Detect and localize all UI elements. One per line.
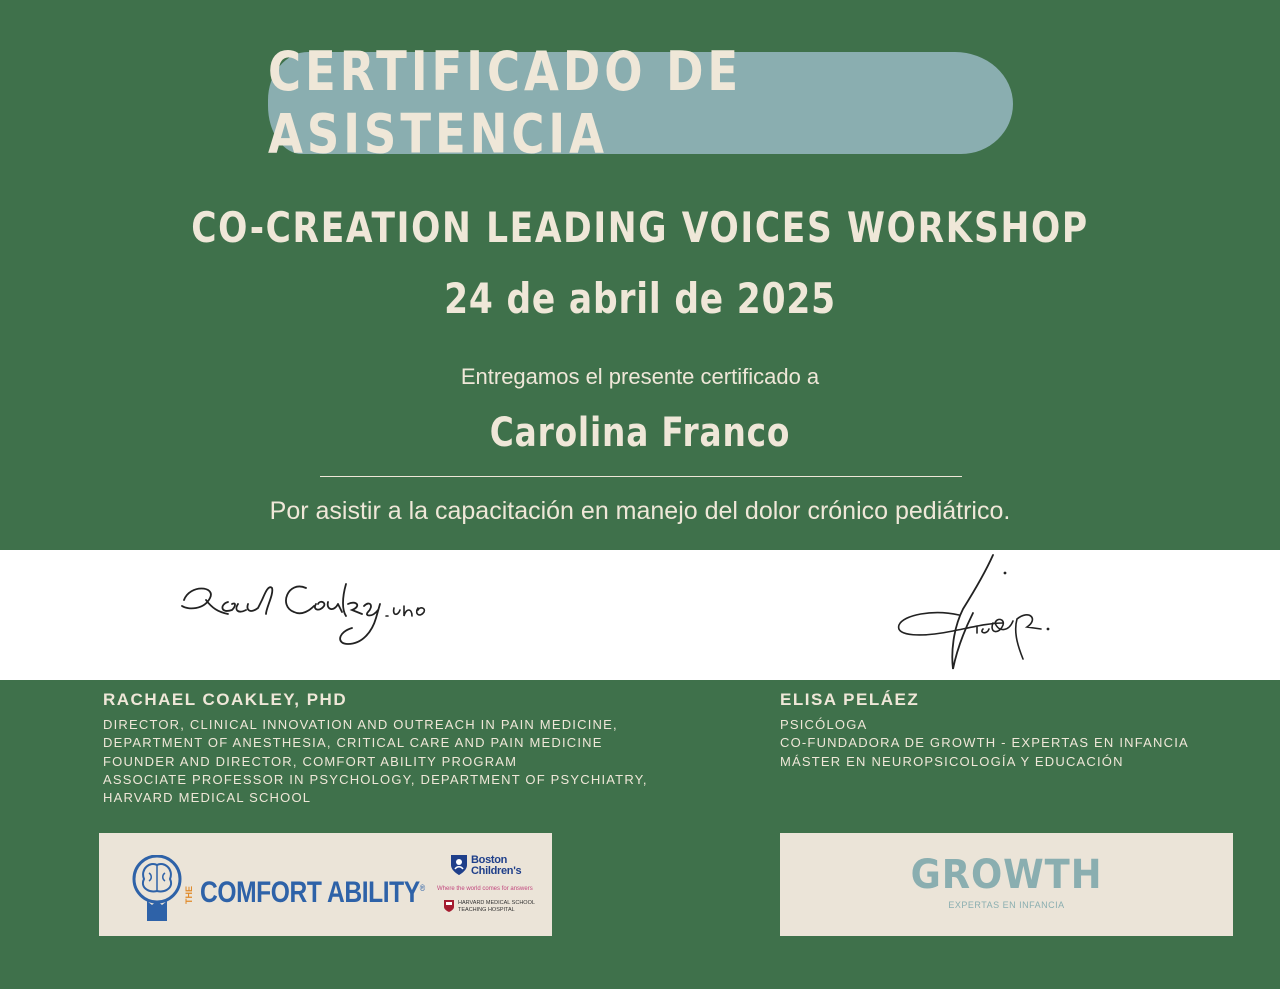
signatory-credential: PSICÓLOGA (780, 717, 868, 732)
certificate-title: CERTIFICADO DE ASISTENCIA (268, 40, 743, 166)
certificate-title-banner (268, 40, 1013, 166)
boston-childrens-wordmark: Boston Children's (471, 854, 522, 877)
boston-childrens-tagline: Where the world comes for answers (437, 886, 533, 892)
growth-logo-subtitle: EXPERTAS EN INFANCIA (948, 900, 1065, 910)
signatory-name: ELISA PELÁEZ (780, 690, 920, 709)
workshop-date: 24 de abril de 2025 (444, 274, 836, 323)
recipient-underline (320, 476, 962, 477)
harvard-shield-icon (443, 899, 455, 913)
boston-childrens-shield-icon (449, 853, 469, 877)
certificate-reason: Por asistir a la capacitación en manejo del dolor crónico pediátrico. (269, 497, 1011, 525)
hms-teaching-hospital: HARVARD MEDICAL SCHOOL TEACHING HOSPITAL (458, 900, 535, 913)
signatory-credential: FOUNDER AND DIRECTOR, COMFORT ABILITY PROGRAM (103, 753, 518, 769)
recipient-name: Carolina Franco (489, 410, 791, 456)
signatory-credential: DEPARTMENT OF ANESTHESIA, CRITICAL CARE AND PAIN MEDICINE (103, 735, 603, 751)
signatory-credential: DIRECTOR, CLINICAL INNOVATION AND OUTREACH IN PAIN MEDICINE, (103, 717, 618, 732)
signatory-credential: CO-FUNDADORA DE GROWTH - EXPERTAS EN INFANCIA (780, 735, 1189, 751)
signatory-elisa-pelaez (780, 690, 1189, 771)
signatory-credential: ASSOCIATE PROFESSOR IN PSYCHOLOGY, DEPARTMENT OF PSYCHIATRY, (103, 771, 648, 787)
workshop-name: CO-CREATION LEADING VOICES WORKSHOP (191, 203, 1089, 252)
signature-elisa-pelaez (893, 553, 1063, 673)
signatory-name: RACHAEL COAKLEY, PHD (103, 690, 348, 709)
comfort-ability-wordmark: COMFORT ABILITY® (200, 876, 425, 909)
signatory-credential: MÁSTER EN NEUROPSICOLOGÍA Y EDUCACIÓN (780, 753, 1124, 769)
signatory-rachael-coakley (103, 690, 648, 807)
intro-text: Entregamos el presente certificado a (460, 364, 820, 389)
comfort-ability-the: THE (184, 886, 194, 904)
signature-rachael-coakley (176, 570, 446, 655)
signatory-credential: HARVARD MEDICAL SCHOOL (103, 790, 312, 806)
growth-logo: GROWTH (910, 852, 1103, 898)
comfort-ability-brain-icon (130, 855, 184, 923)
